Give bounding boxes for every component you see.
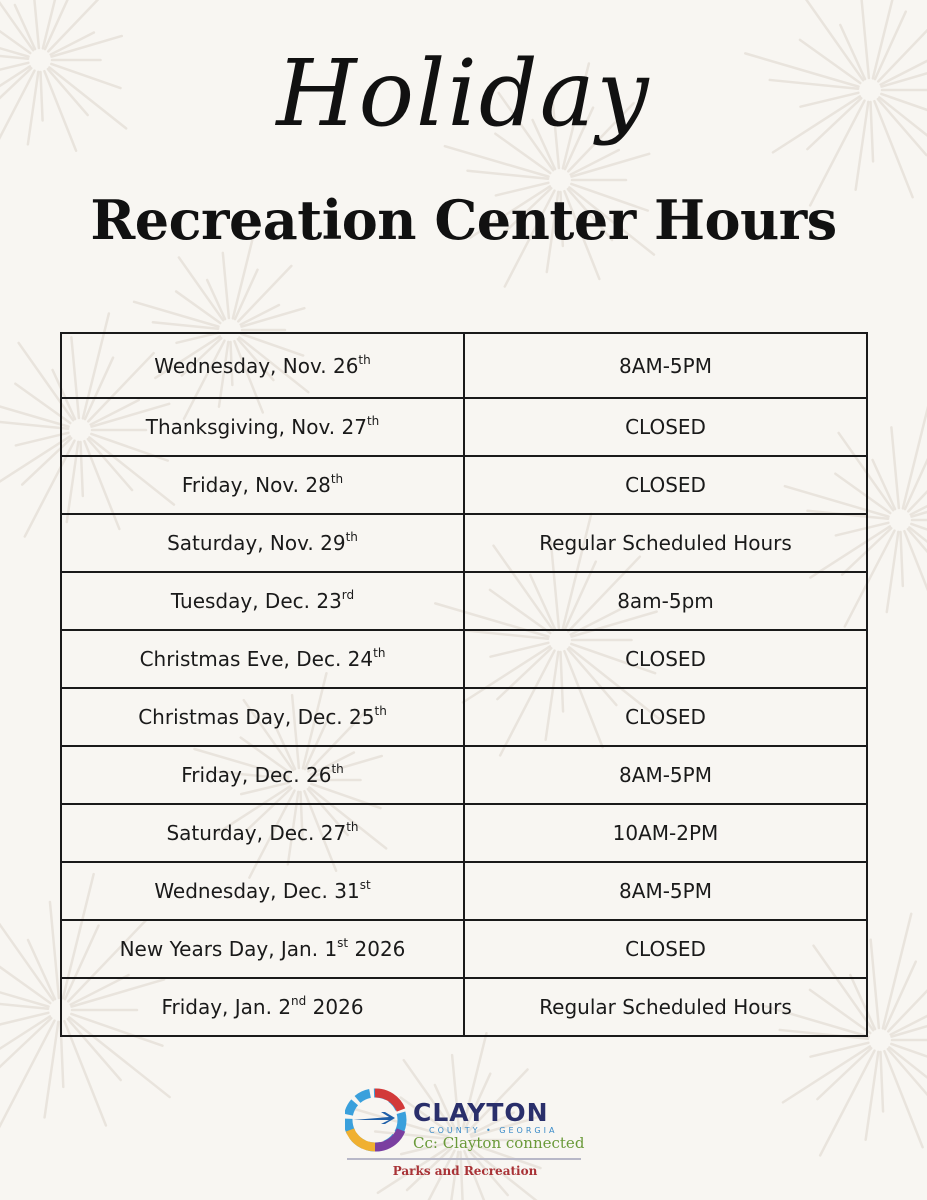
table-row — [61, 630, 867, 688]
date-cell — [61, 630, 464, 688]
table-row — [61, 920, 867, 978]
date-cell — [61, 688, 464, 746]
hours-cell: CLOSED — [464, 920, 867, 978]
date-text: Tuesday, Dec. 23 — [170, 589, 342, 613]
starburst-ray — [908, 529, 927, 580]
date-suffix: th — [358, 352, 371, 367]
hours-cell: CLOSED — [464, 688, 867, 746]
starburst-ray — [0, 1018, 51, 1073]
date-text: New Years Day, Jan. 1 — [119, 937, 338, 961]
hours-cell: 8AM-5PM — [464, 746, 867, 804]
hours-cell: 8AM-5PM — [464, 862, 867, 920]
date-cell — [61, 333, 464, 398]
date-cell — [61, 572, 464, 630]
date-year: 2026 — [306, 995, 364, 1019]
starburst-ray — [242, 308, 305, 326]
starburst-ray — [223, 253, 229, 318]
starburst-ray — [881, 1052, 884, 1111]
logo-department: Parks and Recreation — [392, 1164, 538, 1178]
date-cell — [61, 398, 464, 456]
table-row — [61, 572, 867, 630]
starburst-ray — [0, 956, 50, 1003]
date-suffix: th — [366, 414, 380, 428]
date-text: Saturday, Dec. 27 — [166, 821, 347, 845]
table-row — [61, 456, 867, 514]
date-suffix: th — [346, 820, 359, 834]
date-cell — [61, 746, 464, 804]
date-text: Christmas Eve, Dec. 24 — [139, 647, 374, 671]
starburst-ray — [179, 257, 223, 320]
holiday-script-title: Holiday — [276, 40, 651, 147]
date-suffix: rd — [341, 588, 355, 602]
date-suffix: st — [359, 878, 371, 892]
table-row — [61, 514, 867, 572]
date-year: 2026 — [348, 937, 406, 961]
starburst-ray — [783, 1046, 870, 1102]
date-cell — [61, 862, 464, 920]
date-suffix: th — [345, 530, 358, 544]
table-row — [61, 862, 867, 920]
starburst-ray — [871, 940, 879, 1028]
hours-cell: 8AM-5PM — [464, 333, 867, 398]
date-text: Friday, Dec. 26 — [181, 763, 332, 787]
starburst-ray — [901, 532, 903, 586]
starburst-ray — [50, 902, 59, 998]
logo-county: COUNTY • GEORGIA — [429, 1126, 558, 1135]
date-cell — [61, 804, 464, 862]
hours-cell: CLOSED — [464, 398, 867, 456]
table-row — [61, 746, 867, 804]
hours-cell: Regular Scheduled Hours — [464, 514, 867, 572]
page-title: Recreation Center Hours — [90, 188, 837, 252]
hours-cell: 8am-5pm — [464, 572, 867, 630]
date-cell — [61, 514, 464, 572]
hours-cell: CLOSED — [464, 456, 867, 514]
date-suffix: nd — [291, 994, 307, 1008]
date-suffix: th — [331, 762, 344, 776]
date-cell — [61, 920, 464, 978]
starburst-ray — [810, 1043, 868, 1057]
starburst-ray — [891, 427, 899, 508]
date-cell — [61, 978, 464, 1036]
date-text: Saturday, Nov. 29 — [167, 531, 346, 555]
starburst-ray — [904, 531, 927, 619]
table-row — [61, 398, 867, 456]
starburst-ray — [903, 404, 927, 509]
table-row — [61, 804, 867, 862]
hours-table — [60, 332, 868, 1037]
table-row — [61, 978, 867, 1036]
date-suffix: th — [373, 646, 386, 660]
logo-tagline: Cc: Clayton connected — [413, 1134, 585, 1152]
date-text: Wednesday, Nov. 26 — [154, 353, 359, 378]
date-text: Friday, Jan. 2 — [161, 995, 292, 1019]
date-text: Thanksgiving, Nov. 27 — [145, 415, 367, 439]
hours-cell: Regular Scheduled Hours — [464, 978, 867, 1036]
date-suffix: st — [337, 936, 349, 950]
date-text: Friday, Nov. 28 — [181, 473, 331, 497]
logo-divider — [347, 1158, 581, 1160]
date-text: Christmas Day, Dec. 25 — [138, 705, 375, 729]
date-suffix: th — [374, 704, 387, 718]
hours-cell: 10AM-2PM — [464, 804, 867, 862]
starburst-ray — [0, 971, 48, 1007]
date-suffix: th — [330, 472, 344, 486]
starburst-ray — [0, 1021, 54, 1135]
globe-plane-icon — [345, 1084, 407, 1156]
clayton-county-logo — [345, 1082, 585, 1182]
hours-cell: CLOSED — [464, 630, 867, 688]
starburst-ray — [0, 1013, 48, 1028]
date-cell — [61, 456, 464, 514]
logo-name: CLAYTON — [413, 1098, 549, 1127]
table-row — [61, 333, 867, 398]
table-row — [61, 688, 867, 746]
date-text: Wednesday, Dec. 31 — [154, 879, 360, 903]
